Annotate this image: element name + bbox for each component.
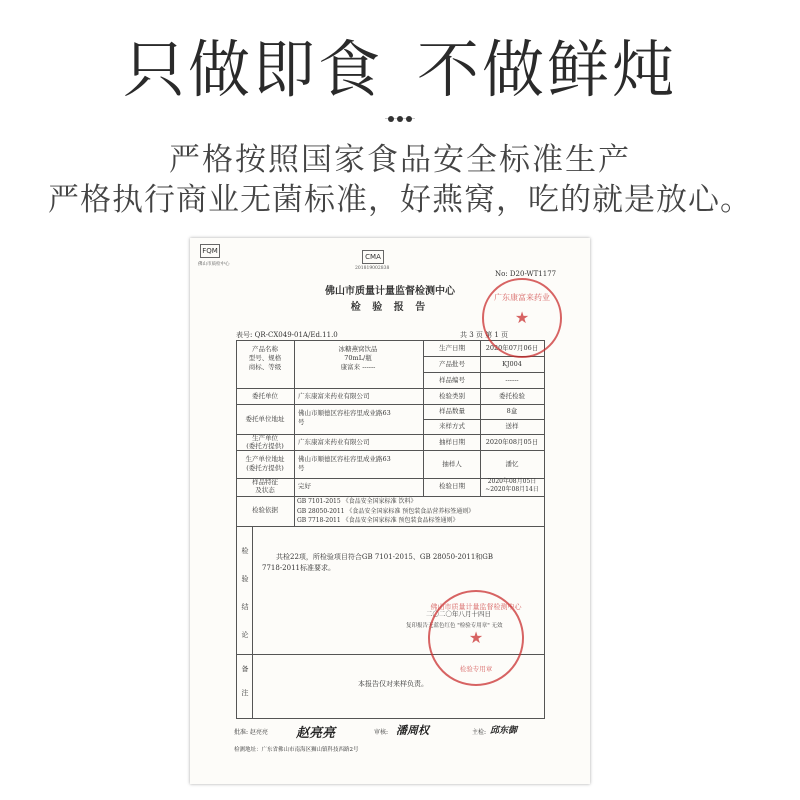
fqm-caption: 佛山市质检中心 xyxy=(198,262,230,267)
remark-text: 本报告仅对来样负责。 xyxy=(358,680,428,688)
test-type-label: 检验类别 xyxy=(439,392,465,400)
conclusion-text: 共检22项，所检验项目符合GB 7101-2015、GB 28050-2011和GB 7718-2011标准要求。 xyxy=(262,553,494,572)
subline-1: 严格按照国家食品安全标准生产 xyxy=(169,142,631,178)
page-info: 共 3 页 第 1 页 xyxy=(460,331,509,339)
maker-addr-label: 生产单位地址 (委托方提供) xyxy=(245,455,285,472)
sample-no-label: 样品编号 xyxy=(439,376,465,384)
approve-label: 批准: 赵亮亮 xyxy=(234,729,268,736)
product-label: 产品名称 型号、规格 商标、等级 xyxy=(248,345,282,371)
inspection-report xyxy=(190,238,590,784)
divider-dots xyxy=(388,116,412,122)
review-label: 审核: xyxy=(374,729,389,736)
sample-date-label: 抽样日期 xyxy=(439,438,465,446)
batch-label: 产品批号 xyxy=(439,360,465,368)
approve-signature: 赵亮亮 xyxy=(296,726,336,741)
basis-label: 检验依据 xyxy=(252,506,278,514)
inspection-seal: 佛山市质量计量监督检测中心 ★ 检验专用章 xyxy=(428,590,524,686)
product-value: 冰糖燕窝饮品 70mL/瓶 康富来 ------ xyxy=(338,345,378,371)
test-type-value: 委托检验 xyxy=(499,392,525,400)
maker-label: 生产单位 (委托方提供) xyxy=(246,434,284,450)
method-label: 来样方式 xyxy=(439,422,465,430)
basis-value: GB 7101-2015 《食品安全国家标准 饮料》 GB 28050-2011 《食品安全国家标准 预包装食品营养标签通则》 GB 7718-2011 《食品安全国家标准 预包装食品标签通则》 xyxy=(297,498,475,524)
main-label: 主检: xyxy=(472,729,487,736)
sample-date-value: 2020年08月05日 xyxy=(485,438,539,446)
headline-part1: 只做即食 xyxy=(122,33,383,106)
test-date-label: 检验日期 xyxy=(439,482,465,490)
fqm-logo: FQM xyxy=(200,244,220,258)
prod-date-value: 2020年07月06日 xyxy=(485,344,539,352)
remark-label: 备 注 xyxy=(241,665,249,697)
org-name: 佛山市质量计量监督检测中心 xyxy=(325,286,455,297)
review-signature: 潘周权 xyxy=(396,724,429,737)
report-title: 检 验 报 告 xyxy=(350,302,430,313)
headline-part2: 不做鲜炖 xyxy=(417,33,678,106)
state-label: 样品特征 及状态 xyxy=(252,478,278,494)
client-label: 委托单位 xyxy=(252,392,278,400)
cma-number: 201819002838 xyxy=(355,266,390,271)
address: 检测地址：广东省佛山市南海区狮山镇科技西路2号 xyxy=(234,747,359,753)
conclusion-label: 检 验 结 论 xyxy=(241,547,249,639)
prod-date-label: 生产日期 xyxy=(439,344,465,352)
cma-logo: CMA xyxy=(362,250,384,264)
qty-value: 8盒 xyxy=(506,407,518,415)
sample-no-value: ------ xyxy=(505,376,519,384)
batch-value: KJ004 xyxy=(502,360,522,368)
company-seal: 广东康富来药业 ★ xyxy=(482,278,562,358)
subline-2: 严格执行商业无菌标准，好燕窝，吃的就是放心。 xyxy=(48,182,752,218)
state-value: 完好 xyxy=(298,482,311,490)
client-addr-label: 委托单位地址 xyxy=(245,415,285,423)
sampler-label: 抽样人 xyxy=(442,460,462,468)
qty-label: 样品数量 xyxy=(439,407,465,415)
report-number: No: D20-WT1177 xyxy=(495,270,557,278)
maker-value: 广东康富来药业有限公司 xyxy=(298,438,370,446)
test-date-value: 2020年08月05日 ~2020年08月14日 xyxy=(485,478,539,493)
conclusion-date: 二〇二〇年八月十四日 xyxy=(426,610,491,618)
method-value: 送样 xyxy=(505,422,519,430)
conclusion-note: 复印报告无蓝色红色 "检验专用章" 无效 xyxy=(406,623,503,629)
main-signature: 邱东御 xyxy=(490,726,518,736)
client-addr-value: 佛山市顺德区容桂容里成业路63 号 xyxy=(298,409,391,426)
maker-addr-value: 佛山市顺德区容桂容里成业路63 号 xyxy=(298,455,391,472)
sampler-value: 潘忆 xyxy=(505,460,519,468)
headline xyxy=(0,34,800,106)
table-number: 表号: QR-CX049-01A/Ed.11.0 xyxy=(236,331,338,339)
client-value: 广东康富来药业有限公司 xyxy=(298,392,370,400)
